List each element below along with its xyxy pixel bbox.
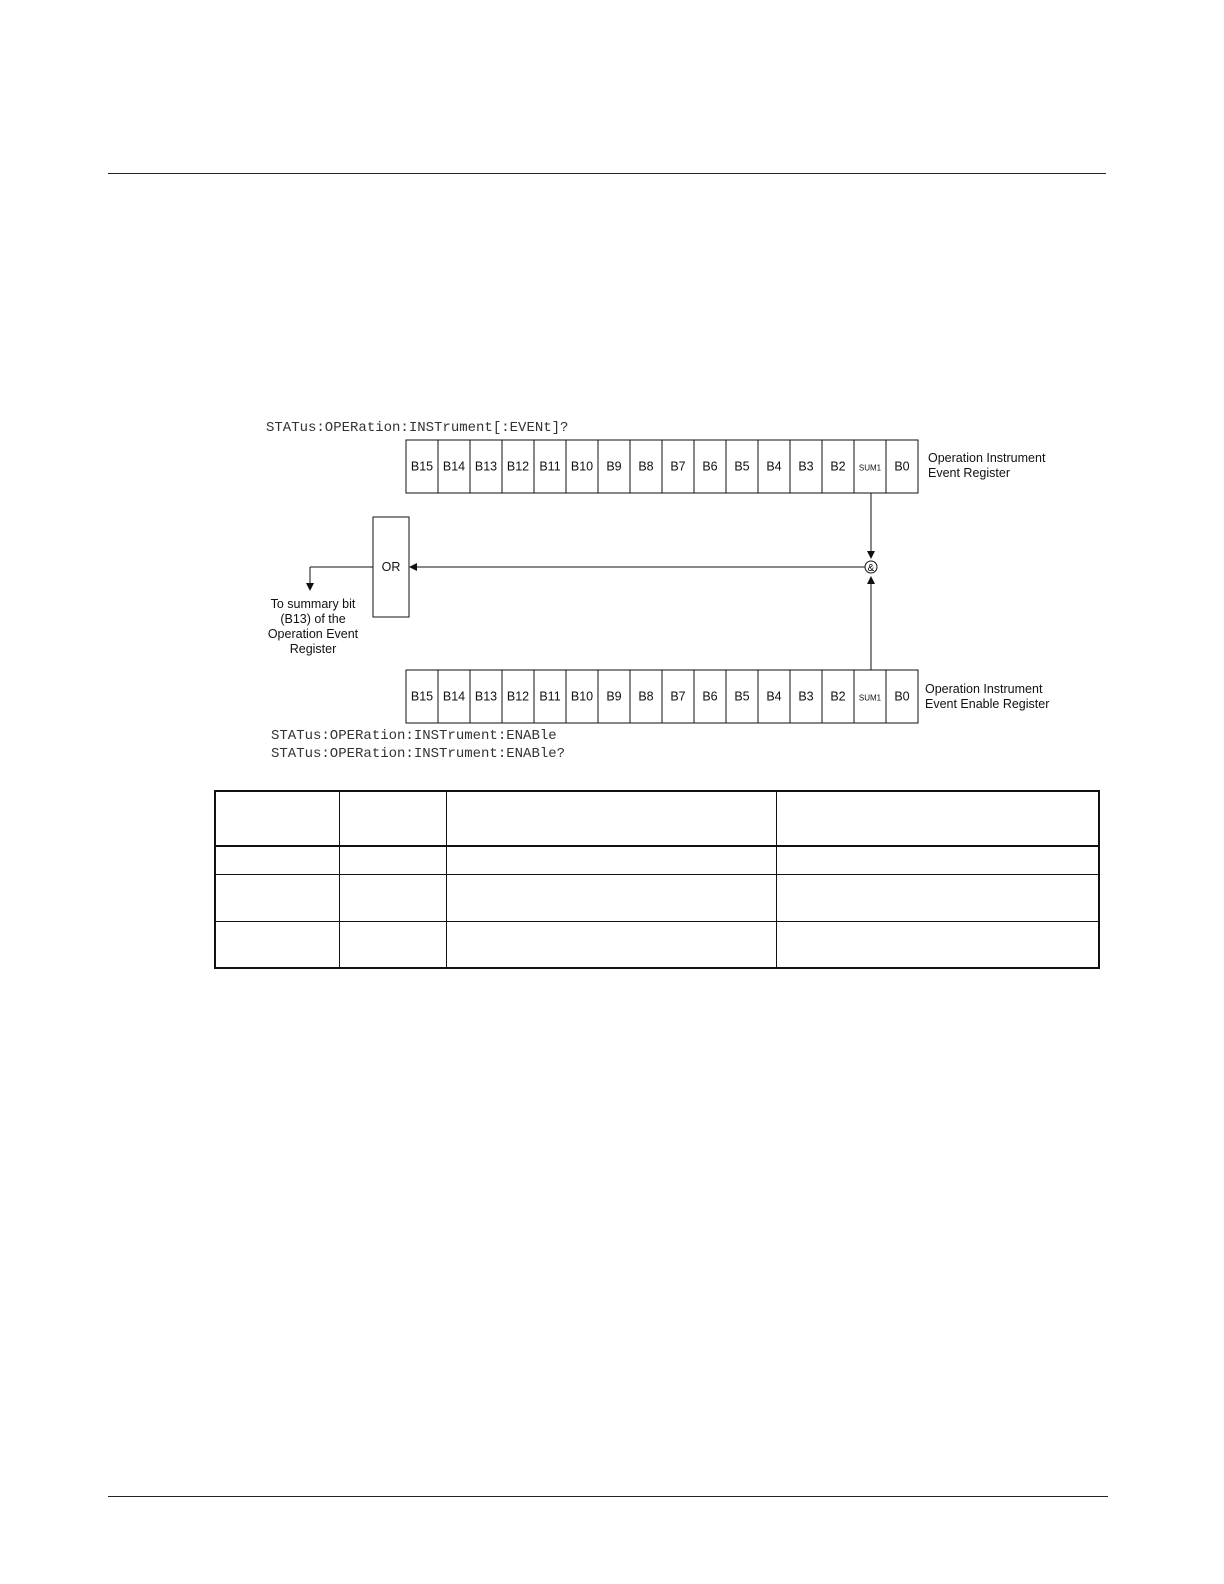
event-register-label-line1: Operation Instrument [928, 451, 1046, 465]
enable-command: STATus:OPERation:INSTrument:ENABle [271, 728, 557, 744]
enable-register-bit-label: B13 [474, 689, 498, 704]
event-register-bit-label: B10 [570, 459, 594, 474]
enable-register-label-line2: Event Enable Register [925, 697, 1050, 711]
enable-query-command: STATus:OPERation:INSTrument:ENABle? [271, 746, 566, 762]
table-header-cell [215, 791, 339, 846]
summary-label-line1: To summary bit [270, 597, 356, 611]
enable-register-bit-label: B5 [734, 689, 750, 704]
enable-register-bit-label: B3 [798, 689, 814, 704]
event-register-bit-label: B4 [766, 459, 782, 474]
event-register-bit-label: SUM1 [858, 463, 882, 473]
event-register-bit-label: B6 [702, 459, 718, 474]
or-gate-label: OR [381, 560, 401, 574]
event-register-bit-label: B9 [606, 459, 622, 474]
table-cell [339, 921, 446, 968]
event-register-bit-label: B12 [506, 459, 530, 474]
event-register-bit-label: B11 [539, 459, 561, 474]
and-gate-label: & [867, 563, 875, 574]
register-bit-table [214, 790, 1100, 969]
table-header-cell [339, 791, 446, 846]
table-header-cell [446, 791, 776, 846]
enable-register-bit-label: B12 [506, 689, 530, 704]
enable-register-bit-label: B4 [766, 689, 782, 704]
event-register-bit-label: B15 [410, 459, 434, 474]
enable-register-bit-label: B7 [670, 689, 686, 704]
event-query-command: STATus:OPERation:INSTrument[:EVENt]? [266, 420, 569, 436]
enable-register-bit-label: B15 [410, 689, 434, 704]
event-register-bit-label: B0 [894, 459, 910, 474]
event-register-label-line2: Event Register [928, 466, 1010, 480]
event-register-bit-label: B5 [734, 459, 750, 474]
event-register-bit-label: B14 [442, 459, 466, 474]
enable-register-bit-label: B14 [442, 689, 466, 704]
table-cell [776, 874, 1099, 921]
enable-register [406, 670, 918, 723]
enable-register-bit-label: B10 [570, 689, 594, 704]
event-register-bit-label: B8 [638, 459, 654, 474]
enable-register-bit-label: B9 [606, 689, 622, 704]
table-cell [215, 846, 339, 874]
summary-label-line4: Register [289, 642, 337, 656]
event-register [406, 440, 918, 493]
table-cell [446, 874, 776, 921]
table-row [215, 921, 1099, 968]
summary-label-line2: (B13) of the [280, 612, 346, 626]
table-cell [446, 846, 776, 874]
table-cell [339, 874, 446, 921]
table-header-row [215, 791, 1099, 846]
table-header-cell [776, 791, 1099, 846]
enable-register-bit-label: SUM1 [858, 693, 882, 703]
table-cell [215, 874, 339, 921]
enable-register-bit-label: B11 [539, 689, 561, 704]
event-register-bit-label: B13 [474, 459, 498, 474]
table-cell [446, 921, 776, 968]
table-row [215, 846, 1099, 874]
table-cell [776, 846, 1099, 874]
event-register-bit-label: B7 [670, 459, 686, 474]
table-row [215, 874, 1099, 921]
footer-rule [108, 1496, 1108, 1497]
enable-register-bit-label: B6 [702, 689, 718, 704]
enable-register-label-line1: Operation Instrument [925, 682, 1043, 696]
table-cell [215, 921, 339, 968]
table-cell [339, 846, 446, 874]
enable-register-bit-label: B8 [638, 689, 654, 704]
summary-label-line3: Operation Event [267, 627, 359, 641]
enable-register-bit-label: B2 [830, 689, 846, 704]
event-register-bit-label: B2 [830, 459, 846, 474]
enable-register-bit-label: B0 [894, 689, 910, 704]
event-register-bit-label: B3 [798, 459, 814, 474]
table-cell [776, 921, 1099, 968]
register-diagram [0, 0, 1224, 780]
